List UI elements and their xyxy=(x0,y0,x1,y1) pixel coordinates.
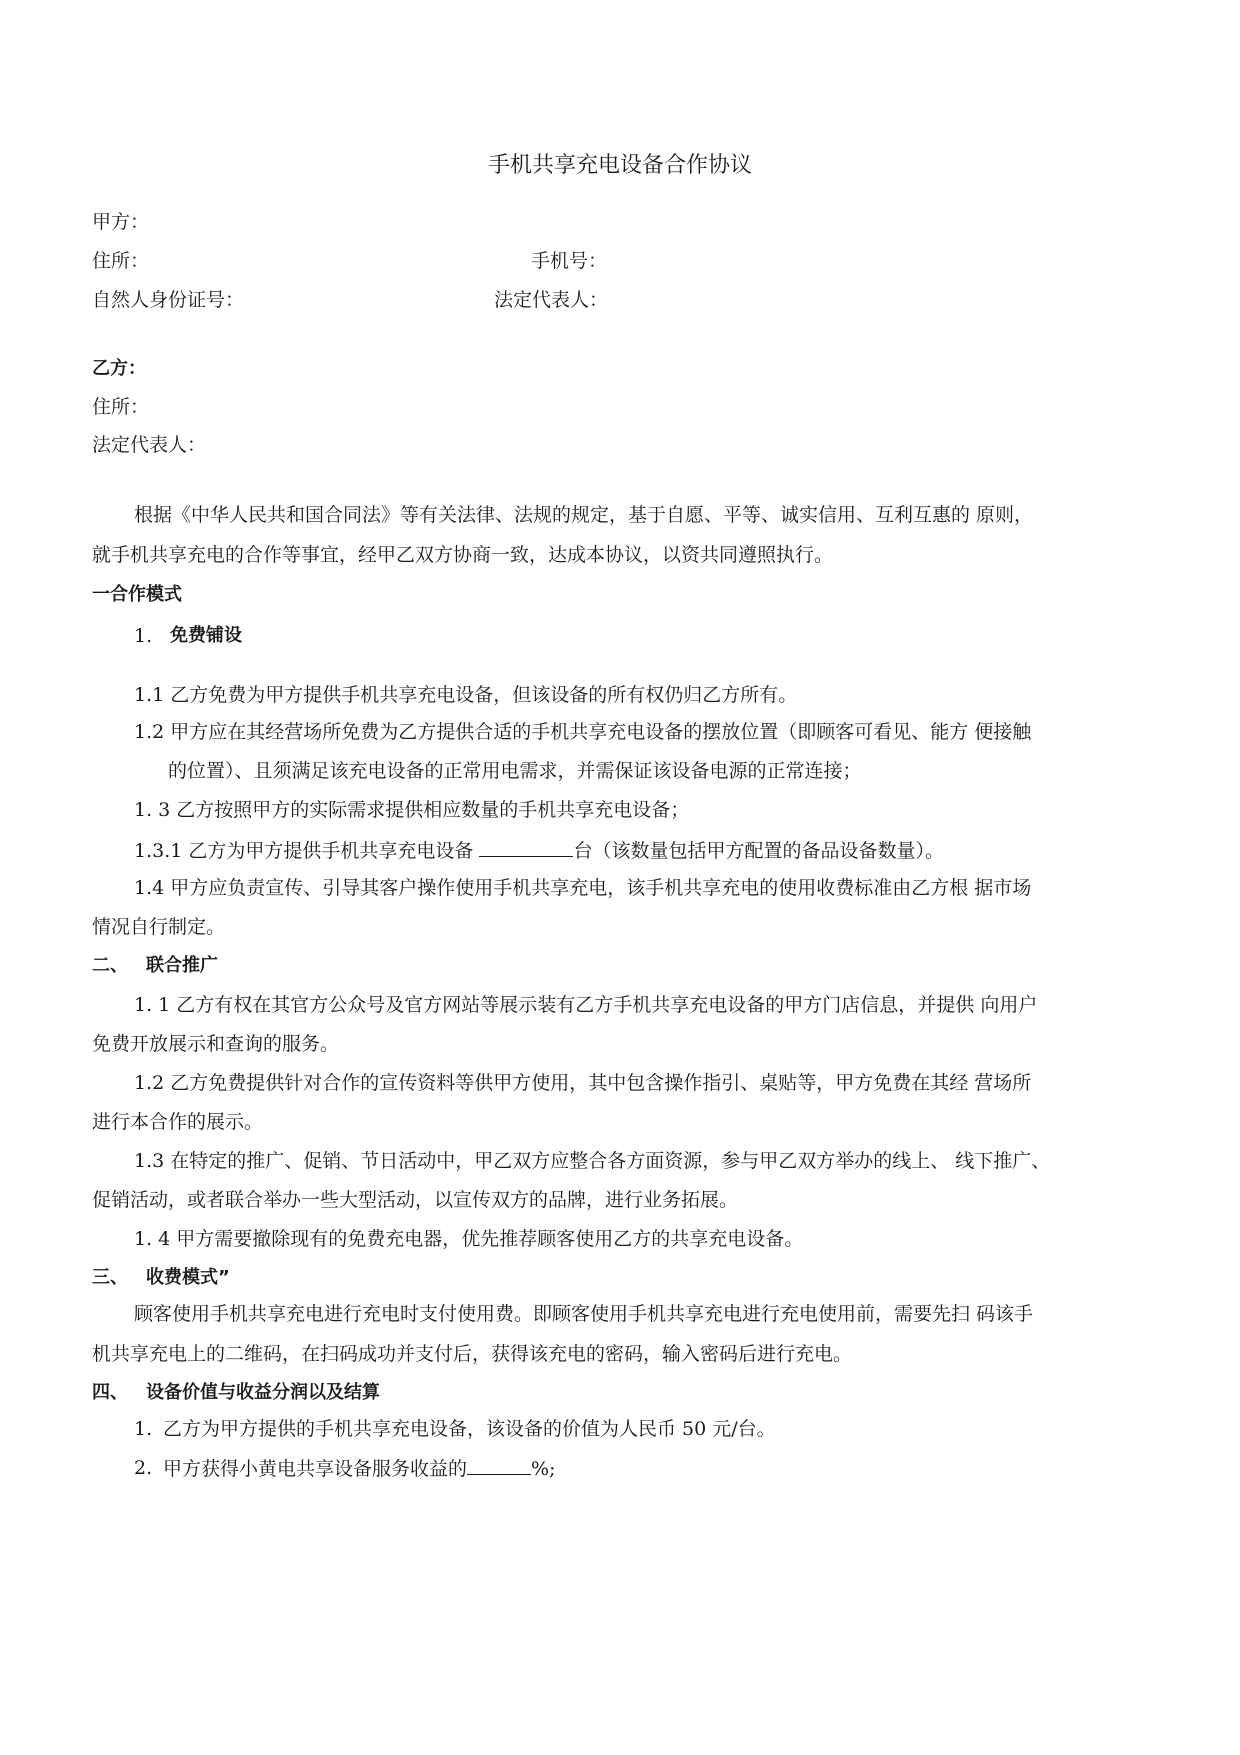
party-a-legal-rep: 法定代表人： xyxy=(494,289,609,311)
clause-1-1: 1.1 乙方免费为甲方提供手机共享充电设备，但该设备的所有权仍归乙方所有。 xyxy=(134,684,798,706)
clause-1-2-line-1: 1.2 甲方应在其经营场所免费为乙方提供合适的手机共享充电设备的摆放位置（即顾客可看见、能方 便接触 xyxy=(134,721,1032,743)
section-4-item-1: 乙方为甲方提供的手机共享充电设备，该设备的价值为人民币 50 元/台。 xyxy=(163,1418,776,1440)
section-2-heading: 联合推广 xyxy=(146,955,218,976)
section-1-sub-number: 1. xyxy=(134,625,153,647)
section-3-heading: 收费模式” xyxy=(146,1267,230,1288)
section-3-para-line-2: 机共享充电上的二维码，在扫码成功并支付后，获得该充电的密码，输入密码后进行充电。 xyxy=(92,1343,853,1365)
section-4-number: 四、 xyxy=(92,1382,128,1403)
section-4-item-2 xyxy=(163,1456,555,1481)
preamble-line-2: 就手机共享充电的合作等事宜，经甲乙双方协商一致，达成本协议，以资共同遵照执行。 xyxy=(92,544,834,566)
document-title: 手机共享充电设备合作协议 xyxy=(487,153,752,178)
party-a-label: 甲方： xyxy=(92,211,150,233)
party-a-id-number: 自然人身份证号： xyxy=(92,289,245,311)
preamble-line-1: 根据《中华人民共和国合同法》等有关法律、法规的规定，基于自愿、平等、诚实信用、互利互惠的 原则， xyxy=(134,504,1034,526)
section-2-clause-1-line-2: 免费开放展示和查询的服务。 xyxy=(92,1033,340,1055)
clause-1-4-line-1: 1.4 甲方应负责宣传、引导其客户操作使用手机共享充电，该手机共享充电的使用收费标准由乙方根 据市场 xyxy=(134,877,1032,899)
clause-1-3-1-suffix: 台（该数量包括甲方配置的备品设备数量）。 xyxy=(573,840,944,862)
party-b-address: 住所： xyxy=(92,396,150,418)
section-1-heading: 一合作模式 xyxy=(92,584,182,605)
section-4-item-2-text: 甲方获得小黄电共享设备服务收益的 xyxy=(163,1458,468,1480)
section-2-clause-3-line-2: 促销活动，或者联合举办一些大型活动，以宣传双方的品牌，进行业务拓展。 xyxy=(92,1189,739,1211)
revenue-share-blank[interactable] xyxy=(467,1456,531,1475)
clause-1-4-line-2: 情况自行制定。 xyxy=(92,916,226,938)
section-4-item-2-number: 2. xyxy=(134,1457,153,1479)
section-2-clause-4: 1. 4 甲方需要撤除现有的免费充电器，优先推荐顾客使用乙方的共享充电设备。 xyxy=(134,1228,804,1250)
section-2-number: 二、 xyxy=(92,955,128,976)
clause-1-3-1-text: 1.3.1 乙方为甲方提供手机共享充电设备 xyxy=(134,840,474,862)
clause-1-2-line-2: 的位置）、且须满足该充电设备的正常用电需求，并需保证该设备电源的正常连接； xyxy=(168,760,862,782)
party-b-label: 乙方： xyxy=(92,358,146,379)
section-4-item-2-suffix: %; xyxy=(531,1458,556,1480)
clause-1-3: 1. 3 乙方按照甲方的实际需求提供相应数量的手机共享充电设备； xyxy=(134,799,690,821)
device-count-blank[interactable] xyxy=(479,838,573,857)
party-b-legal-rep: 法定代表人： xyxy=(92,434,207,456)
section-4-item-1-number: 1. xyxy=(134,1418,153,1440)
party-a-phone: 手机号： xyxy=(531,250,608,272)
section-2-clause-2-line-2: 进行本合作的展示。 xyxy=(92,1111,264,1133)
section-2-clause-2-line-1: 1.2 乙方免费提供针对合作的宣传资料等供甲方使用，其中包含操作指引、桌贴等，甲方免费在其经 营场所 xyxy=(134,1072,1032,1094)
section-3-para-line-1: 顾客使用手机共享充电进行充电时支付使用费。即顾客使用手机共享充电进行充电使用前，需要先扫 码该手 xyxy=(134,1303,1034,1325)
party-a-address: 住所： xyxy=(92,250,150,272)
clause-1-3-1 xyxy=(134,838,944,863)
section-3-number: 三、 xyxy=(92,1267,128,1288)
section-2-clause-1-line-1: 1. 1 乙方有权在其官方公众号及官方网站等展示装有乙方手机共享充电设备的甲方门店信息，并提供 向用户 xyxy=(134,994,1038,1016)
section-4-heading: 设备价值与收益分润以及结算 xyxy=(146,1382,380,1403)
section-1-sub-title: 免费铺设 xyxy=(170,625,242,646)
section-2-clause-3-line-1: 1.3 在特定的推广、促销、节日活动中，甲乙双方应整合各方面资源，参与甲乙双方举办的线上、 线下推广、 xyxy=(134,1150,1051,1172)
